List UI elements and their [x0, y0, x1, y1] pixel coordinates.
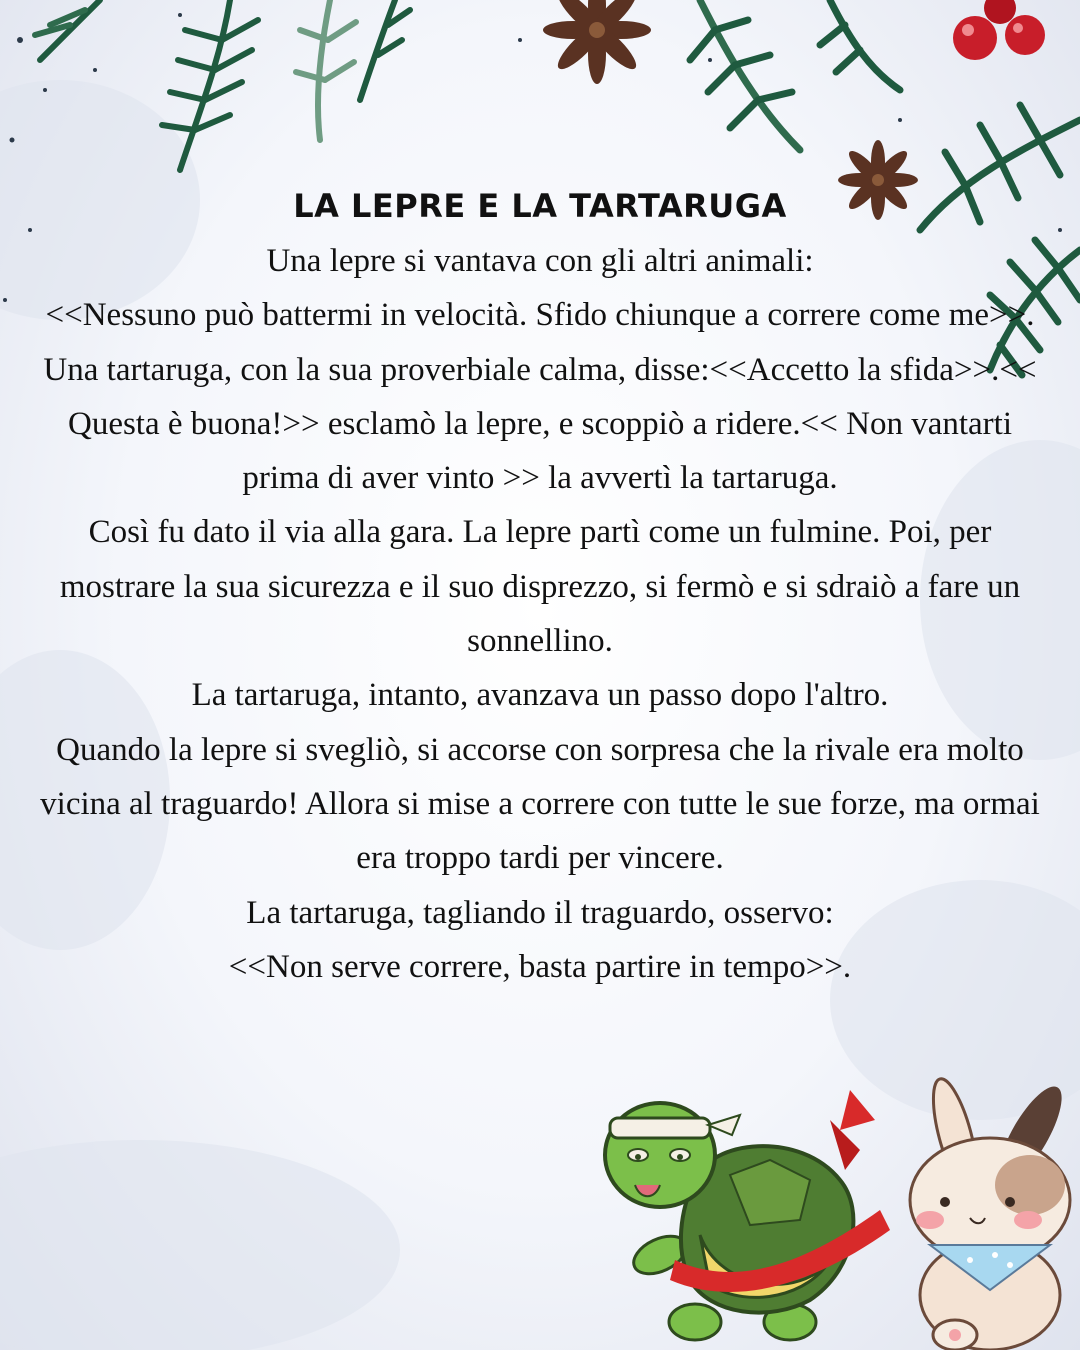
turtle-icon	[605, 1090, 890, 1340]
star-anise-icon	[543, 0, 651, 84]
story-paragraph: Una lepre si vantava con gli altri animali:	[266, 243, 814, 279]
bunny-icon	[910, 1075, 1073, 1350]
holly-berries-icon	[953, 0, 1045, 60]
turtle-and-bunny-illustration	[600, 1060, 1080, 1350]
story-paragraph: <<Nessuno può battermi in velocità. Sfido chiunque a correre come me>>.	[45, 297, 1035, 334]
story-paragraph: Così fu dato il via alla gara. La lepre partì come un fulmine. Poi, per mostrare la sua sicurezza e il suo disprezzo, si fermò e si sdraiò a fare un sonnellino.	[59, 514, 1021, 660]
story-paragraph: Quando la lepre si svegliò, si accorse con sorpresa che la rivale era molto vicina al traguardo! Allora si mise a correre con tutte le sue forze, ma ormai era troppo tardi per vincere.	[40, 731, 1040, 877]
story-paragraph: <<Non serve correre, basta partire in tempo>>.	[228, 948, 852, 985]
story	[40, 182, 1040, 994]
story-paragraph: Una tartaruga, con la sua proverbiale calma, disse:<<Accetto la sfida>>.<< Questa è buona!>> esclamò la lepre, e scoppiò a ridere.<< Non vantarti prima di aver vinto >> la avvertì la tartaruga.	[43, 351, 1037, 497]
story-paragraph: La tartaruga, intanto, avanzava un passo dopo l'altro.	[191, 677, 889, 714]
story-paragraph: La tartaruga, tagliando il traguardo, osservo:	[246, 894, 834, 931]
story-title: LA LEPRE E LA TARTARUGA	[293, 187, 787, 225]
story-body	[40, 234, 1040, 994]
